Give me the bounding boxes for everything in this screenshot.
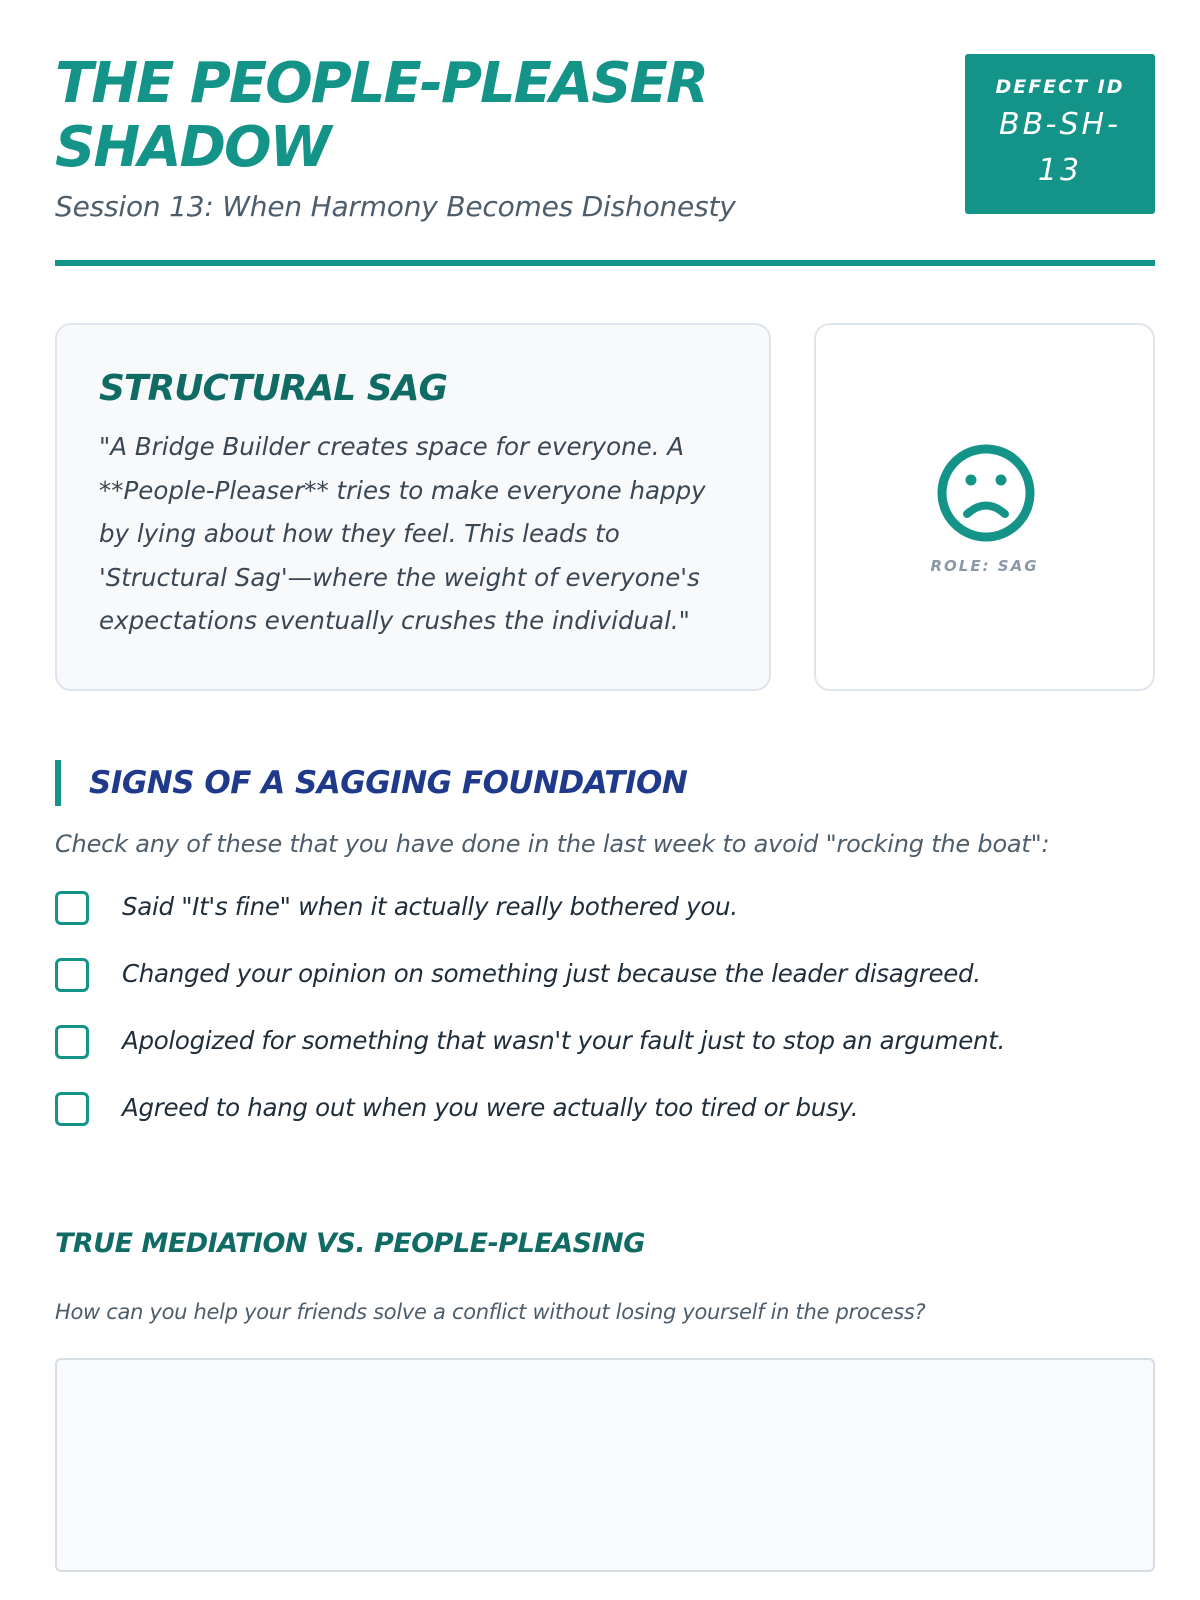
card-quote: "A Bridge Builder creates space for everyone. A **People-Pleaser** tries to make everyone happy by lying about how they feel. This leads to 'Structural Sag'—where the weight of everyone's expectations eventually crushes the individual." (99, 432, 706, 635)
checklist-item-label: Agreed to hang out when you were actually too tired or busy. (122, 1093, 859, 1122)
header (55, 52, 1155, 270)
defect-id-value: BB-SH-13 (999, 107, 1121, 188)
signs-checklist (55, 891, 1155, 1159)
checklist-item-label: Said "It's fine" when it actually really bothered you. (122, 892, 738, 921)
heading-accent-bar (55, 760, 61, 806)
worksheet-page (55, 0, 1155, 1600)
checklist-item-label: Changed your opinion on something just because the leader disagreed. (122, 959, 981, 988)
signs-section (55, 760, 1155, 1159)
checklist-item (55, 958, 1155, 1025)
role-card (814, 323, 1155, 691)
checkbox[interactable] (55, 958, 89, 992)
structural-sag-card (55, 323, 771, 691)
role-label: ROLE: SAG (930, 557, 1039, 575)
checklist-item (55, 1092, 1155, 1159)
session-subtitle: Session 13: When Harmony Becomes Dishonesty (55, 190, 736, 223)
signs-instructions: Check any of these that you have done in the last week to avoid "rocking the boat": (55, 830, 1050, 858)
checklist-item-label: Apologized for something that wasn't your fault just to stop an argument. (122, 1026, 1005, 1055)
checkbox[interactable] (55, 891, 89, 925)
checklist-item (55, 1025, 1155, 1092)
checklist-item (55, 891, 1155, 958)
card-title: STRUCTURAL SAG (99, 368, 448, 409)
mediation-prompt: How can you help your friends solve a conflict without losing yourself in the process? (55, 1300, 926, 1324)
defect-id-label: DEFECT ID (995, 76, 1125, 98)
header-divider (55, 260, 1155, 266)
mediation-heading: TRUE MEDIATION VS. PEOPLE-PLEASING (55, 1228, 645, 1259)
checkbox[interactable] (55, 1092, 89, 1126)
mediation-answer-field[interactable] (55, 1358, 1155, 1572)
signs-heading-text: SIGNS OF A SAGGING FOUNDATION (89, 765, 688, 801)
signs-heading (55, 760, 1155, 806)
sad-face-icon (934, 441, 1038, 545)
checkbox[interactable] (55, 1025, 89, 1059)
page-title: THE PEOPLE-PLEASER SHADOW (55, 51, 707, 180)
defect-id-badge (965, 54, 1155, 214)
